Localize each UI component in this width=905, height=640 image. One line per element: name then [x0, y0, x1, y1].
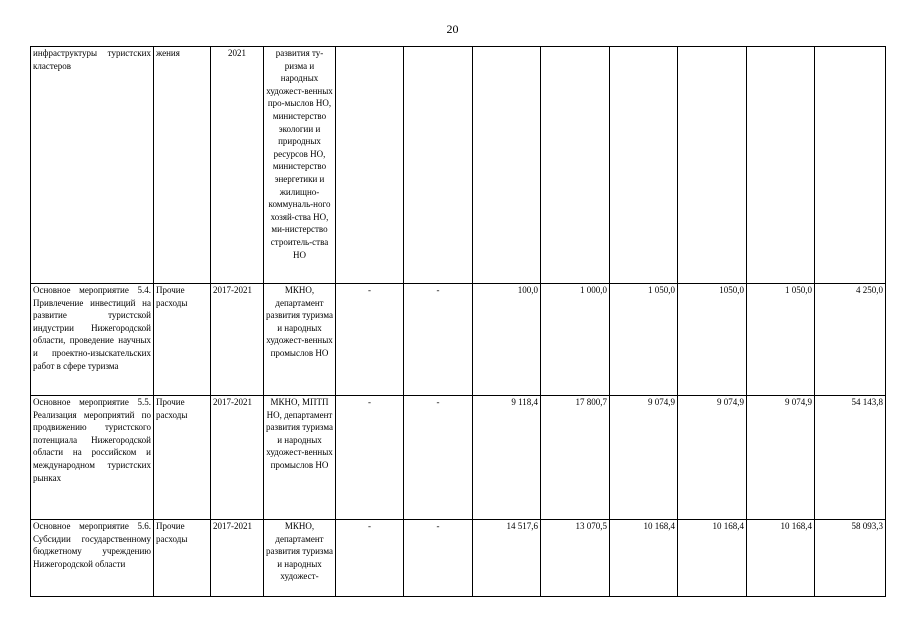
value-cell: 100,0 — [473, 284, 541, 396]
value-cell: - — [404, 520, 473, 597]
value-cell: 13 070,5 — [541, 520, 610, 597]
funding-source-cell: Прочие расходы — [154, 520, 211, 597]
period-cell: 2017-2021 — [211, 520, 264, 597]
executor-text: МКНО, департамент развития туризма и народных художест- — [266, 521, 333, 582]
value-cell: 10 168,4 — [747, 520, 815, 597]
period-cell: 2021 — [211, 47, 264, 284]
program-measures-table — [30, 46, 886, 597]
executor-cell — [264, 520, 336, 597]
measure-name-cell — [31, 520, 154, 597]
table-row — [31, 396, 886, 520]
value-cell: - — [404, 396, 473, 520]
funding-source-cell: Прочие расходы — [154, 396, 211, 520]
value-cell: 54 143,8 — [815, 396, 886, 520]
value-cell: 58 093,3 — [815, 520, 886, 597]
measure-name-cell: Основное мероприятие 5.4. Привлечение инвестиций на развитие туристской индустрии Нижегородской области, проведение научных и проектно-изыскательских работ в сфере туризма — [31, 284, 154, 396]
value-cell: 10 168,4 — [678, 520, 747, 597]
value-cell — [678, 47, 747, 284]
value-cell: - — [336, 284, 404, 396]
value-cell: - — [404, 284, 473, 396]
table-row — [31, 520, 886, 597]
value-cell: - — [336, 396, 404, 520]
funding-source-cell: Прочие расходы — [154, 284, 211, 396]
value-cell: 9 074,9 — [678, 396, 747, 520]
value-cell — [473, 47, 541, 284]
measure-name-text: Основное мероприятие 5.6. Субсидии государственному бюджетному учреждению Нижегородской области — [33, 521, 151, 569]
value-cell — [541, 47, 610, 284]
measure-name-cell: Основное мероприятие 5.5. Реализация мероприятий по продвижению туристского потенциала Нижегородской области на российском и международном туристских рынках — [31, 396, 154, 520]
period-cell: 2017-2021 — [211, 396, 264, 520]
value-cell — [336, 47, 404, 284]
value-cell — [815, 47, 886, 284]
page-number: 20 — [446, 22, 459, 36]
measure-name-cell: инфраструктуры туристских кластеров — [31, 47, 154, 284]
table-row — [31, 284, 886, 396]
value-cell: 14 517,6 — [473, 520, 541, 597]
period-cell: 2017-2021 — [211, 284, 264, 396]
value-cell: - — [336, 520, 404, 597]
table-row — [31, 47, 886, 284]
value-cell: 1 050,0 — [747, 284, 815, 396]
value-cell: 4 250,0 — [815, 284, 886, 396]
value-cell: 17 800,7 — [541, 396, 610, 520]
executor-cell: МКНО, департамент развития туризма и народных художест-венных промыслов НО — [264, 284, 336, 396]
value-cell — [747, 47, 815, 284]
value-cell: 9 118,4 — [473, 396, 541, 520]
value-cell — [404, 47, 473, 284]
value-cell: 1 050,0 — [610, 284, 678, 396]
value-cell: 9 074,9 — [610, 396, 678, 520]
value-cell: 10 168,4 — [610, 520, 678, 597]
executor-cell: МКНО, МПТП НО, департамент развития туризма и народных художест-венных промыслов НО — [264, 396, 336, 520]
value-cell: 1 000,0 — [541, 284, 610, 396]
value-cell: 1050,0 — [678, 284, 747, 396]
executor-cell: развития ту-ризма и народных художест-венных про-мыслов НО, министерство экологии и природных ресурсов НО, министерство энергетики и жилищно-коммуналь-ного хозяй-ства НО, ми-нистерство строитель-ства НО — [264, 47, 336, 284]
funding-source-cell: жения — [154, 47, 211, 284]
value-cell — [610, 47, 678, 284]
value-cell: 9 074,9 — [747, 396, 815, 520]
